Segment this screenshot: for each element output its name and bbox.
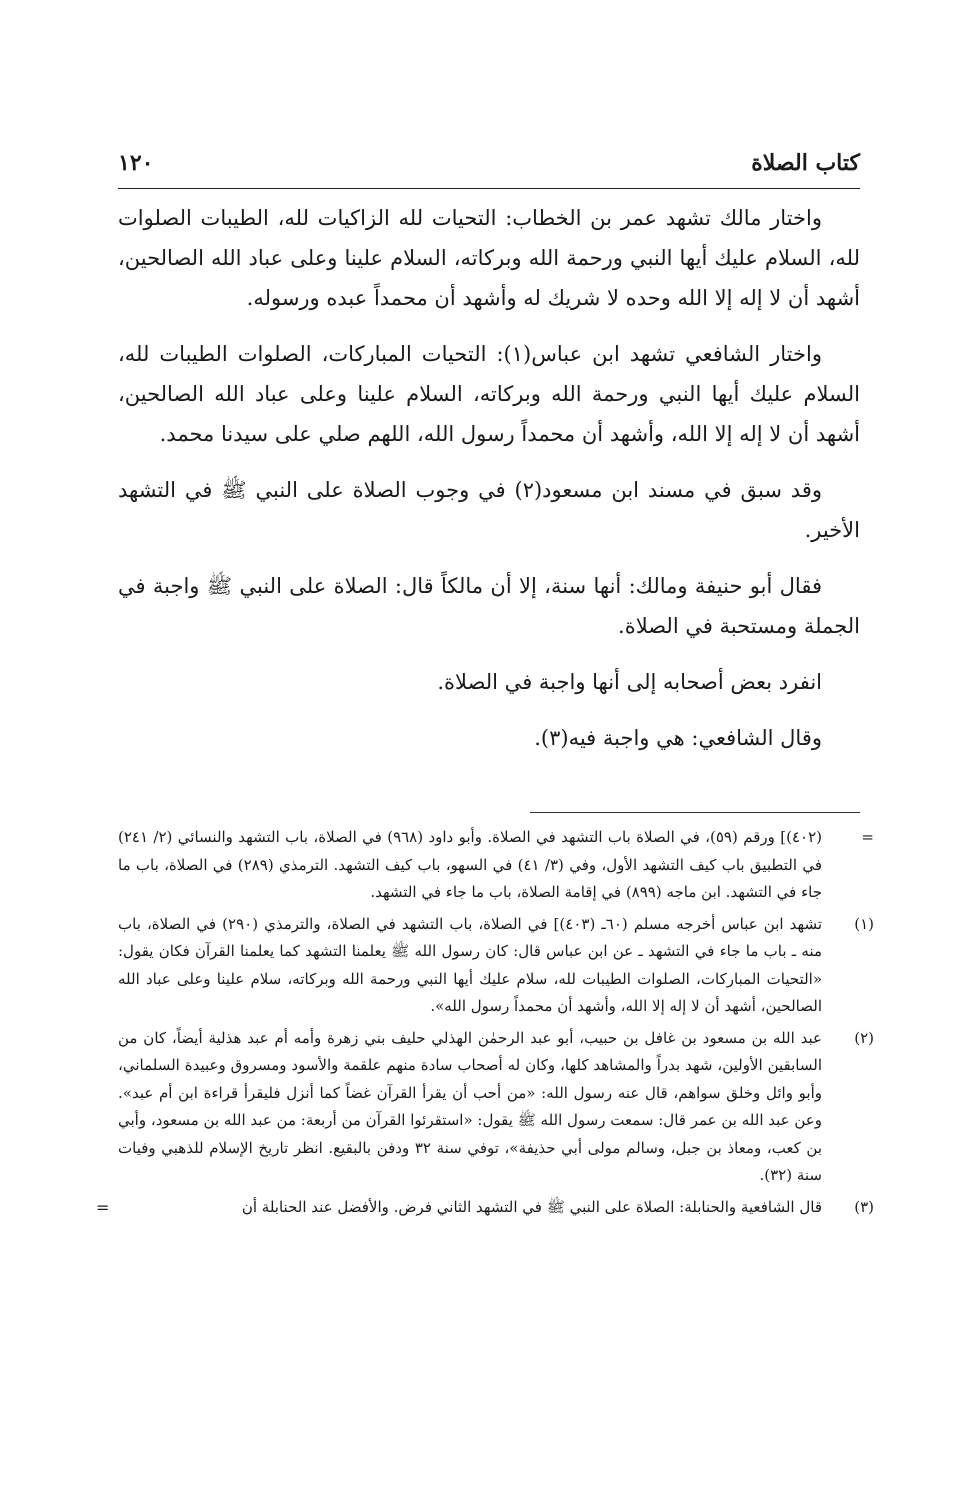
footnotes	[96, 824, 874, 1225]
footnote-3	[96, 1194, 874, 1222]
footnote-marker: (٣)	[854, 1197, 874, 1216]
page-number: ١٢٠	[118, 150, 154, 176]
footnote-divider	[530, 812, 860, 813]
paragraph-ibn-masud: وقد سبق في مسند ابن مسعود(٢) في وجوب الصلاة على النبي ﷺ في التشهد الأخير.	[118, 478, 860, 542]
footnote-text: تشهد ابن عباس أخرجه مسلم (٦٠ـ (٤٠٣)] في الصلاة، باب التشهد في الصلاة، والترمذي (٢٩٠) في الصلاة، باب منه ـ باب ما جاء في التشهد ـ عن ابن عباس قال: كان رسول الله ﷺ يعلمنا التشهد كما يعلمنا القرآن فكان يقول: «التحيات المباركات، الصلوات الطيبات لله، سلام عليك أيها النبي ورحمة الله وبركاته، سلام علينا وعلى عباد الله الصالحين، أشهد أن لا إله إلا الله، وأشهد أن محمداً رسول الله».	[118, 914, 822, 1015]
paragraph-some-companions: انفرد بعض أصحابه إلى أنها واجبة في الصلاة.	[437, 670, 822, 694]
footnote-text: قال الشافعية والحنابلة: الصلاة على النبي ﷺ في التشهد الثاني فرض. والأفضل عند الحنابلة أن	[241, 1197, 822, 1216]
paragraph-shafii-tashahhud: واختار الشافعي تشهد ابن عباس(١): التحيات المباركات، الصلوات الطيبات لله، السلام عليك أيها النبي ورحمة الله وبركاته، السلام علينا وعلى عباد الله الصالحين، أشهد أن لا إله إلا الله، وأشهد أن محمداً رسول الله، اللهم صلي على سيدنا محمد.	[118, 342, 860, 446]
footnote-marker: =	[861, 828, 874, 846]
footnote-1	[118, 911, 874, 1021]
footnote-text: عبد الله بن مسعود بن غافل بن حبيب، أبو عبد الرحمٰن الهذلي حليف بني زهرة وأمه أم عبد هذلية أيضاً، كان من السابقين الأولين، شهد بدراً والمشاهد كلها، وكان له أصحاب سادة منهم علقمة والأسود ومسروق وعبيدة السلماني، وأبو وائل وخلق سواهم، قال عنه رسول الله: «من أحب أن يقرأ القرآن غضاً كما أنزل فليقرأ قراءة ابن أم عبد». وعن عبد الله بن عمر قال: سمعت رسول الله ﷺ يقول: «استقرئوا القرآن من أربعة: من عبد الله بن مسعود، وأبي بن كعب، ومعاذ بن جبل، وسالم مولى أبي حذيفة»، توفي سنة ٣٢ ودفن بالبقيع. انظر تاريخ الإسلام للذهبي وفيات سنة (٣٢).	[118, 1028, 823, 1184]
continuation-mark: =	[96, 1197, 110, 1217]
paragraph-abu-hanifa: فقال أبو حنيفة ومالك: أنها سنة، إلا أن مالكاً قال: الصلاة على النبي ﷺ واجبة في الجملة ومستحبة في الصلاة.	[118, 574, 860, 638]
header-divider	[118, 188, 860, 189]
paragraph-malik-tashahhud: واختار مالك تشهد عمر بن الخطاب: التحيات لله الزاكيات لله، الطيبات الصلوات لله، السلام عليك أيها النبي ورحمة الله وبركاته، السلام علينا وعلى عباد الله الصالحين، أشهد أن لا إله إلا الله وحده لا شريك له وأشهد أن محمداً عبده ورسوله.	[118, 206, 860, 310]
page-header	[118, 150, 860, 186]
paragraph-shafii-obligatory: وقال الشافعي: هي واجبة فيه(٣).	[534, 726, 822, 750]
footnote-continued	[118, 824, 874, 907]
footnote-2	[118, 1025, 874, 1190]
running-title: كتاب الصلاة	[751, 150, 860, 176]
footnote-marker: (٢)	[854, 1028, 874, 1047]
main-text	[118, 198, 860, 758]
footnote-marker: (١)	[854, 914, 874, 933]
footnote-text: (٤٠٢)] ورقم (٥٩)، في الصلاة باب التشهد في الصلاة. وأبو داود (٩٦٨) في الصلاة، باب التشهد والنسائي (٢/ ٢٤١) في التطبيق باب كيف التشهد الأول، وفي (٣/ ٤١) في السهو، باب كيف التشهد. الترمذي (٢٨٩) في الصلاة، باب ما جاء في التشهد. ابن ماجه (٨٩٩) في إقامة الصلاة، باب ما جاء في التشهد.	[118, 828, 822, 901]
